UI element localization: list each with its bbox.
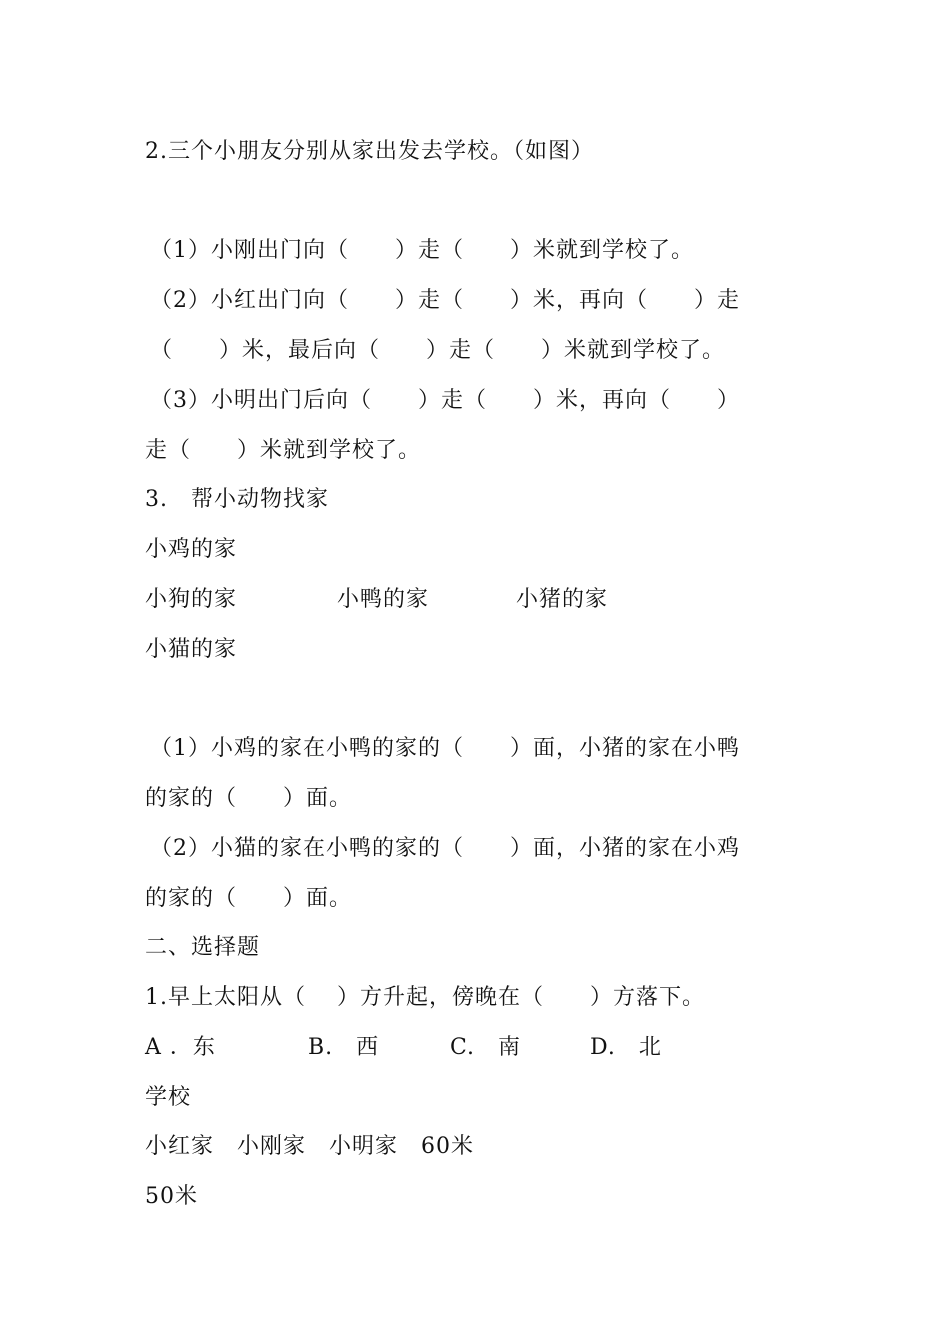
option-a: A ．东 xyxy=(145,1035,216,1060)
question-3-part-1-line-1: （1）小鸡的家在小鸭的家的（ ）面，小猪的家在小鸭 xyxy=(150,736,740,761)
chicken-home-label: 小鸡的家 xyxy=(145,537,238,562)
question-3-part-2-line-1: （2）小猫的家在小鸭的家的（ ）面，小猪的家在小鸡 xyxy=(150,836,740,861)
option-b: B. 西 xyxy=(308,1035,380,1060)
option-d: D. 北 xyxy=(590,1035,662,1060)
choice-question-1: 1.早上太阳从（ ）方升起，傍晚在（ ）方落下。 xyxy=(145,985,705,1010)
pig-home-label: 小猪的家 xyxy=(516,587,609,612)
question-2-part-2-line-2: （ ）米，最后向（ ）走（ ）米就到学校了。 xyxy=(150,338,726,363)
figure-distance-label: 50米 xyxy=(145,1184,198,1209)
dog-home-label: 小狗的家 xyxy=(145,587,238,612)
option-c: C. 南 xyxy=(450,1035,522,1060)
figure-homes-label: 小红家 小刚家 小明家 60米 xyxy=(145,1134,474,1159)
question-2-part-3-line-2: 走（ ）米就到学校了。 xyxy=(145,438,422,463)
duck-home-label: 小鸭的家 xyxy=(337,587,430,612)
section-2-heading: 二、选择题 xyxy=(145,935,261,960)
cat-home-label: 小猫的家 xyxy=(145,637,238,662)
question-3-part-1-line-2: 的家的（ ）面。 xyxy=(145,786,353,811)
question-2-part-2-line-1: （2）小红出门向（ ）走（ ）米，再向（ ）走 xyxy=(150,288,740,313)
question-3-title: 3. 帮小动物找家 xyxy=(145,487,329,512)
question-2-title: 2.三个小朋友分别从家出发去学校。（如图） xyxy=(145,139,594,164)
figure-school-label: 学校 xyxy=(145,1085,192,1110)
question-2-part-3-line-1: （3）小明出门后向（ ）走（ ）米，再向（ ） xyxy=(150,388,740,413)
question-3-part-2-line-2: 的家的（ ）面。 xyxy=(145,886,353,911)
question-2-part-1: （1）小刚出门向（ ）走（ ）米就到学校了。 xyxy=(150,238,694,263)
